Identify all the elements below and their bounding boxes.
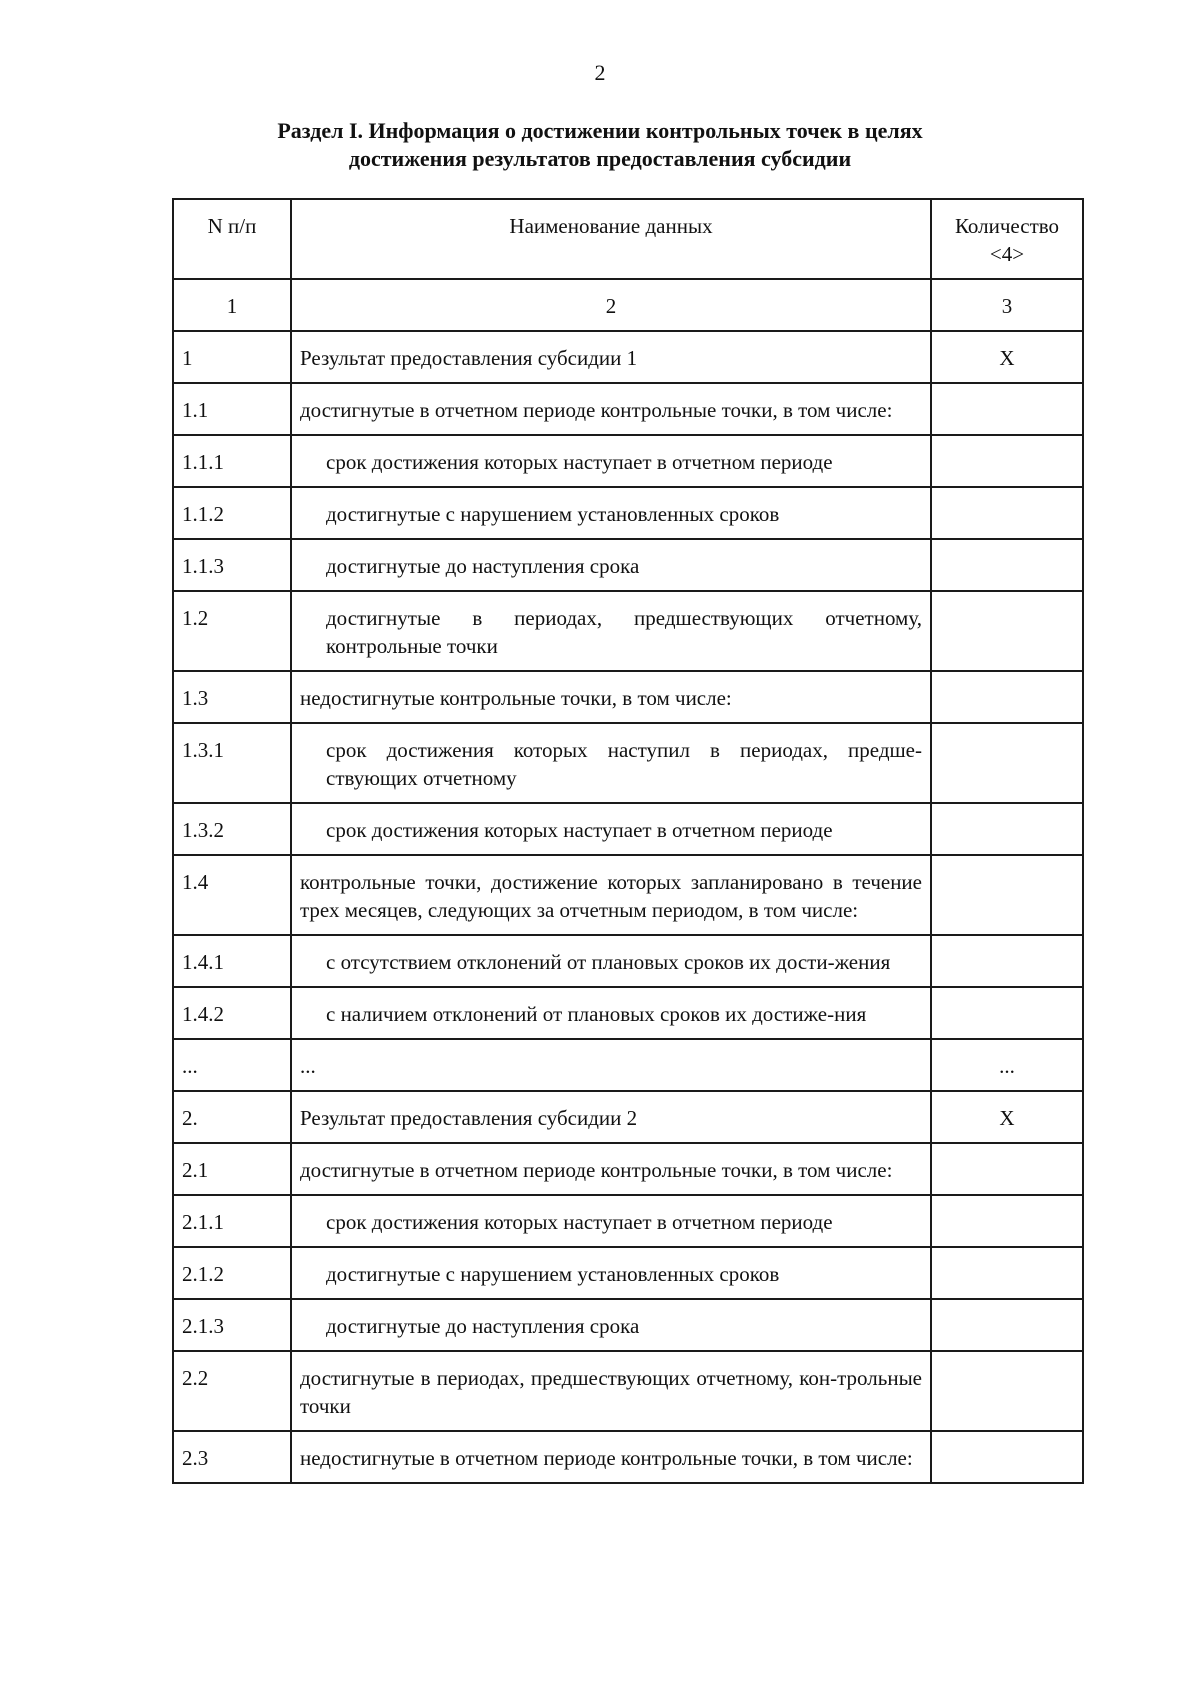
- row-quantity: [931, 1299, 1083, 1351]
- section-title-line-2: достижения результатов предоставления субсидии: [348, 146, 852, 171]
- row-description: недостигнутые контрольные точки, в том числе:: [291, 671, 931, 723]
- control-points-table: [172, 198, 1084, 1484]
- header-qty-line-2: <4>: [989, 242, 1025, 266]
- table-row: [173, 987, 1083, 1039]
- row-number: 1.1.1: [173, 435, 291, 487]
- row-description: Результат предоставления субсидии 2: [291, 1091, 931, 1143]
- table-row: [173, 1195, 1083, 1247]
- section-title-line-1: Раздел I. Информация о достижении контрольных точек в целях: [277, 118, 923, 143]
- table-row: [173, 539, 1083, 591]
- header-name: Наименование данных: [291, 199, 931, 279]
- row-description: достигнутые до наступления срока: [291, 1299, 931, 1351]
- table-row: [173, 803, 1083, 855]
- table-row: [173, 1431, 1083, 1483]
- row-description: достигнутые в отчетном периоде контрольные точки, в том числе:: [291, 383, 931, 435]
- table-row: [173, 1091, 1083, 1143]
- row-number: 1: [173, 331, 291, 383]
- row-quantity: [931, 383, 1083, 435]
- row-number: 1.3.1: [173, 723, 291, 803]
- row-quantity: [931, 591, 1083, 671]
- row-description: срок достижения которых наступил в периодах, предше-ствующих отчетному: [291, 723, 931, 803]
- table-header-row: [173, 199, 1083, 279]
- table-body: [173, 331, 1083, 1483]
- row-quantity: [931, 1143, 1083, 1195]
- row-quantity: X: [931, 1091, 1083, 1143]
- row-description: ...: [291, 1039, 931, 1091]
- row-description: достигнутые до наступления срока: [291, 539, 931, 591]
- row-number: 1.1.2: [173, 487, 291, 539]
- header-qty: [931, 199, 1083, 279]
- row-quantity: [931, 723, 1083, 803]
- row-number: 1.4.1: [173, 935, 291, 987]
- row-description: достигнутые в периодах, предшествующих отчетному, кон-трольные точки: [291, 1351, 931, 1431]
- column-number: 2: [291, 279, 931, 331]
- row-number: 2.1.1: [173, 1195, 291, 1247]
- row-description: недостигнутые в отчетном периоде контрольные точки, в том числе:: [291, 1431, 931, 1483]
- table-row: [173, 1039, 1083, 1091]
- page-number: 2: [594, 60, 606, 85]
- column-number: 1: [173, 279, 291, 331]
- row-quantity: ...: [931, 1039, 1083, 1091]
- row-description: с наличием отклонений от плановых сроков их достиже-ния: [291, 987, 931, 1039]
- row-number: 2.2: [173, 1351, 291, 1431]
- row-quantity: [931, 671, 1083, 723]
- row-quantity: [931, 1247, 1083, 1299]
- row-number: 1.2: [173, 591, 291, 671]
- table-row: [173, 671, 1083, 723]
- row-number: 2.: [173, 1091, 291, 1143]
- section-title: [0, 117, 1200, 173]
- row-quantity: X: [931, 331, 1083, 383]
- header-qty-line-1: Количество: [954, 214, 1060, 238]
- row-quantity: [931, 803, 1083, 855]
- row-description: с отсутствием отклонений от плановых сроков их дости-жения: [291, 935, 931, 987]
- column-number: 3: [931, 279, 1083, 331]
- table-row: [173, 1247, 1083, 1299]
- row-number: ...: [173, 1039, 291, 1091]
- row-quantity: [931, 1431, 1083, 1483]
- header-num: N п/п: [173, 199, 291, 279]
- row-description: контрольные точки, достижение которых запланировано в течение трех месяцев, следующих за отчетным периодом, в том числе:: [291, 855, 931, 935]
- row-description: срок достижения которых наступает в отчетном периоде: [291, 1195, 931, 1247]
- row-number: 1.1: [173, 383, 291, 435]
- row-description: достигнутые с нарушением установленных сроков: [291, 487, 931, 539]
- row-quantity: [931, 855, 1083, 935]
- row-number: 1.3.2: [173, 803, 291, 855]
- row-number: 2.3: [173, 1431, 291, 1483]
- table-row: [173, 1143, 1083, 1195]
- row-number: 1.4.2: [173, 987, 291, 1039]
- row-number: 1.1.3: [173, 539, 291, 591]
- table-row: [173, 383, 1083, 435]
- row-number: 2.1.2: [173, 1247, 291, 1299]
- row-quantity: [931, 487, 1083, 539]
- row-quantity: [931, 1351, 1083, 1431]
- table-row: [173, 1299, 1083, 1351]
- table-row: [173, 591, 1083, 671]
- row-description: срок достижения которых наступает в отчетном периоде: [291, 435, 931, 487]
- row-quantity: [931, 1195, 1083, 1247]
- row-number: 2.1.3: [173, 1299, 291, 1351]
- table-row: [173, 487, 1083, 539]
- row-quantity: [931, 987, 1083, 1039]
- table-row: [173, 1351, 1083, 1431]
- row-number: 1.3: [173, 671, 291, 723]
- row-number: 2.1: [173, 1143, 291, 1195]
- row-description: достигнутые в периодах, предшествующих отчетному, контрольные точки: [291, 591, 931, 671]
- row-quantity: [931, 935, 1083, 987]
- table-row: [173, 723, 1083, 803]
- row-quantity: [931, 539, 1083, 591]
- row-description: Результат предоставления субсидии 1: [291, 331, 931, 383]
- row-description: срок достижения которых наступает в отчетном периоде: [291, 803, 931, 855]
- row-description: достигнутые с нарушением установленных сроков: [291, 1247, 931, 1299]
- row-number: 1.4: [173, 855, 291, 935]
- row-quantity: [931, 435, 1083, 487]
- column-number-row: [173, 279, 1083, 331]
- table-row: [173, 331, 1083, 383]
- table-row: [173, 855, 1083, 935]
- table-row: [173, 935, 1083, 987]
- table-row: [173, 435, 1083, 487]
- row-description: достигнутые в отчетном периоде контрольные точки, в том числе:: [291, 1143, 931, 1195]
